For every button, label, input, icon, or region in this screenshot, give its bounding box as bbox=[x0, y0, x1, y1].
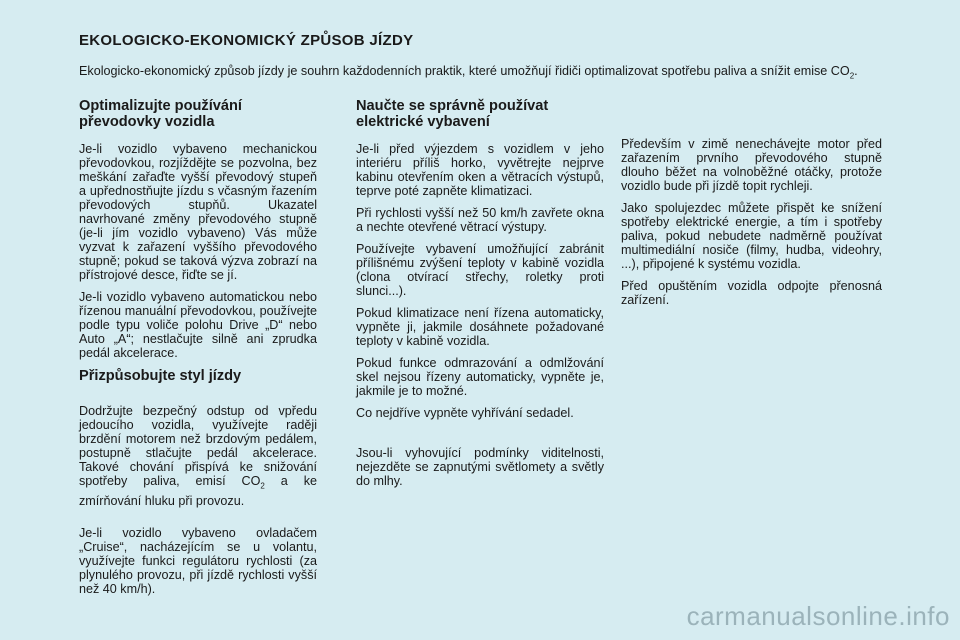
paragraph-manual-gearbox: Je-li vozidlo vybaveno mechanickou převodovkou, rozjíždějte se pozvolna, bez meškání zařaďte vyšší převodový stupeň a upřednostňujte jízdu s včasným řazením převodových stupňů. Ukazatel navrhované změny převodového stupně (je-li jím vozidlo vybaveno) Vás může vyzvat k zařazení vyššího převodového stupně; pokud se taková výzva zobrazí na přístrojové desce, řiďte se jí. bbox=[79, 142, 317, 282]
paragraph-cruise-control: Je-li vozidlo vybaveno ovladačem „Cruise“, nacházejícím se u volantu, využívejte funkci regulátoru rychlosti (za plynulého provozu, při jízdě rychlosti vyšší než 40 km/h). bbox=[79, 525, 317, 596]
paragraph-sun-protection: Používejte vybavení umožňující zabránit přílišnému zvýšení teploty v kabině vozidla (clona otvírací střechy, roletky proti slunci...). bbox=[356, 242, 604, 298]
safe-distance-text-a: Dodržujte bezpečný odstup od vpředu jedoucího vozidla, využívejte raději brzdění motorem než brzdovým pedálem, postupně stlačujte pedál akcelerace. Takové chování přispívá ke snižování spotřeby paliva, emisí CO bbox=[79, 404, 317, 488]
paragraph-winter-idle: Především v zimě nenechávejte motor před zařazením prvního převodového stupně dlouho běžet na volnoběžné otáčky, protože vozidlo bude při jízdě topit rychleji. bbox=[621, 137, 882, 193]
paragraph-lights: Jsou-li vyhovující podmínky viditelnosti, nejezděte se zapnutými světlomety a světly do mlhy. bbox=[356, 446, 604, 488]
section-heading-driving-style: Přizpůsobujte styl jízdy bbox=[79, 368, 242, 384]
paragraph-ventilate: Je-li před výjezdem s vozidlem v jeho interiéru příliš horko, vyvětrejte nejprve kabinu otevřením oken a větracích výstupů, teprve poté zapněte klimatizaci. bbox=[356, 142, 604, 198]
paragraph-automatic-gearbox: Je-li vozidlo vybaveno automatickou nebo řízenou manuální převodovkou, používejte podle typu voliče polohu Drive „D“ nebo Auto „A“; nestlačujte silně ani zprudka pedál akcelerace. bbox=[79, 290, 317, 360]
column-middle bbox=[356, 98, 604, 496]
safe-distance-subscript: 2 bbox=[260, 481, 265, 491]
page-title: EKOLOGICKO-EKONOMICKÝ ZPŮSOB JÍZDY bbox=[79, 32, 414, 49]
watermark: carmanualsonline.info bbox=[686, 601, 950, 631]
safe-distance-text-b: a ke zmírňování hluku při provozu. bbox=[79, 474, 317, 508]
intro-subscript: 2 bbox=[849, 71, 855, 81]
paragraph-defrost: Pokud funkce odmrazování a odmlžování skel nejsou řízeny automaticky, vypněte je, jakmile je to možné. bbox=[356, 356, 604, 398]
intro-end: . bbox=[854, 64, 858, 78]
column-right bbox=[621, 137, 882, 315]
intro-text: Ekologicko-ekonomický způsob jízdy je souhrn každodenních praktik, které umožňují řidiči optimalizovat spotřebu paliva a snížit emise CO bbox=[79, 64, 850, 78]
intro-paragraph bbox=[79, 64, 882, 84]
paragraph-seat-heating: Co nejdříve vypněte vyhřívání sedadel. bbox=[356, 406, 574, 420]
section-heading-gearbox: Optimalizujte používání převodovky vozidla bbox=[79, 98, 242, 130]
paragraph-disconnect-devices: Před opuštěním vozidla odpojte přenosná zařízení. bbox=[621, 279, 882, 307]
paragraph-windows: Při rychlosti vyšší než 50 km/h zavřete okna a nechte otevřené větrací výstupy. bbox=[356, 206, 604, 234]
paragraph-passenger-media: Jako spolujezdec můžete přispět ke snížení spotřeby elektrické energie, a tím i spotřeby paliva, pokud nebudete nadměrně používat multimediální nosiče (filmy, hudba, videohry, ...), připojené k systému vozidla. bbox=[621, 201, 882, 271]
column-left bbox=[79, 98, 317, 604]
paragraph-air-conditioning: Pokud klimatizace není řízena automaticky, vypněte ji, jakmile dosáhnete požadované teploty v kabině vozidla. bbox=[356, 306, 604, 348]
section-heading-electrical: Naučte se správně používat elektrické vybavení bbox=[356, 98, 549, 130]
paragraph-safe-distance bbox=[79, 404, 317, 508]
